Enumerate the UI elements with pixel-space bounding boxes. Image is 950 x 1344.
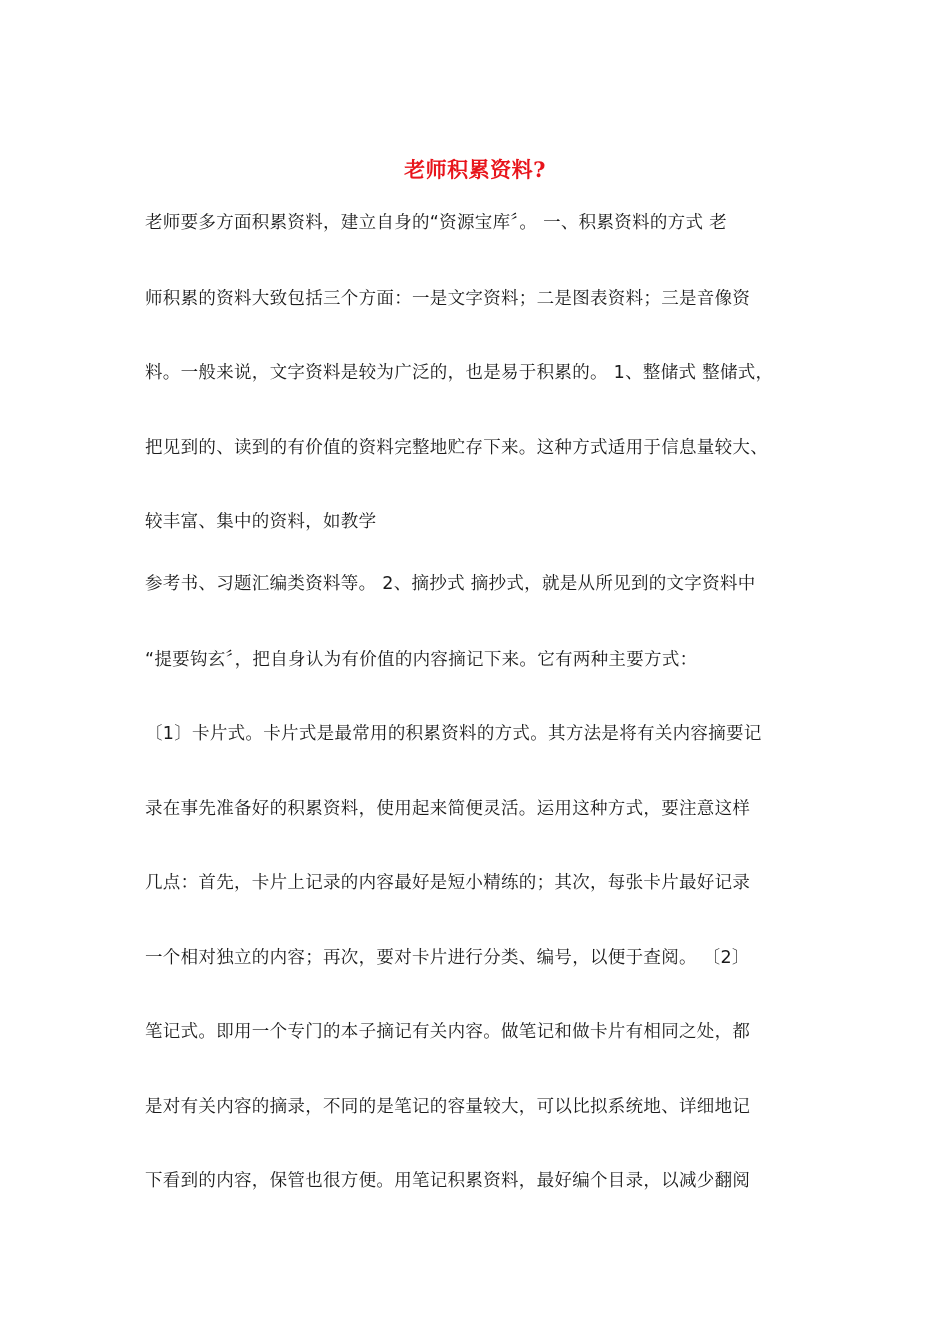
- paragraph-line-2: 师积累的资料大致包括三个方面：一是文字资料；二是图表资料；三是音像资: [145, 289, 751, 309]
- document-title: 老师积累资料?: [404, 157, 546, 182]
- paragraph-line-12: 笔记式。即用一个专门的本子摘记有关内容。做笔记和做卡片有相同之处，都: [145, 1022, 751, 1042]
- paragraph-line-8: 〔1〕卡片式。卡片式是最常用的积累资料的方式。其方法是将有关内容摘要记: [145, 724, 762, 744]
- paragraph-line-6: 参考书、习题汇编类资料等。 2、摘抄式 摘抄式，就是从所见到的文字资料中: [145, 574, 756, 594]
- paragraph-line-4: 把见到的、读到的有价值的资料完整地贮存下来。这种方式适用于信息量较大、: [145, 438, 768, 458]
- paragraph-line-13: 是对有关内容的摘录，不同的是笔记的容量较大，可以比拟系统地、详细地记: [145, 1097, 751, 1117]
- paragraph-line-11: 一个相对独立的内容；再次，要对卡片进行分类、编号，以便于查阅。 〔2〕: [145, 948, 750, 968]
- paragraph-line-3: 料。一般来说，文字资料是较为广泛的，也是易于积累的。 1、整储式 整储式，: [145, 363, 774, 383]
- paragraph-line-9: 录在事先准备好的积累资料，使用起来简便灵活。运用这种方式，要注意这样: [145, 799, 751, 819]
- paragraph-line-7: “提要钩玄〞，把自身认为有价值的内容摘记下来。它有两种主要方式：: [145, 650, 698, 670]
- paragraph-line-1: 老师要多方面积累资料，建立自身的“资源宝库〞。 一、积累资料的方式 老: [145, 213, 727, 233]
- paragraph-line-10: 几点：首先，卡片上记录的内容最好是短小精练的；其次，每张卡片最好记录: [145, 873, 751, 893]
- paragraph-line-14: 下看到的内容，保管也很方便。用笔记积累资料，最好编个目录，以减少翻阅: [145, 1171, 751, 1191]
- paragraph-line-5: 较丰富、集中的资料，如教学: [145, 512, 377, 532]
